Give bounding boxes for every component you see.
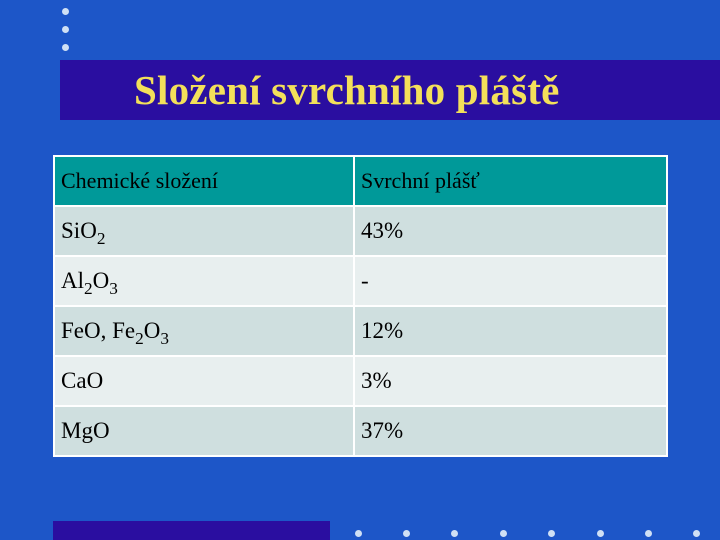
composition-table [53, 155, 668, 457]
decorative-dot [451, 530, 458, 537]
decorative-dot [62, 8, 69, 15]
decorative-dot [62, 44, 69, 51]
header-cell-upper-mantle: Svrchní plášť [354, 156, 667, 206]
formula-cell: MgO [54, 406, 354, 456]
formula-cell: SiO$_2$ [54, 206, 354, 256]
decorative-dot [355, 530, 362, 537]
slide-title: Složení svrchního pláště [134, 67, 560, 113]
decorative-dot [403, 530, 410, 537]
formula-cell: CaO [54, 356, 354, 406]
table-row [54, 206, 667, 256]
footer-bar [53, 521, 330, 540]
value-cell: 43% [354, 206, 667, 256]
value-cell: 12% [354, 306, 667, 356]
table-row [54, 306, 667, 356]
table-row [54, 356, 667, 406]
table-header-row [54, 156, 667, 206]
formula-cell: FeO, $Fe_2O_3$ [54, 306, 354, 356]
decorative-dot [500, 530, 507, 537]
formula-cell: $Al_2O_3$ [54, 256, 354, 306]
table-row [54, 406, 667, 456]
value-cell: - [354, 256, 667, 306]
decorative-dot [645, 530, 652, 537]
value-cell: 37% [354, 406, 667, 456]
table-row [54, 256, 667, 306]
decorative-dot [597, 530, 604, 537]
value-cell: 3% [354, 356, 667, 406]
decorative-dot [548, 530, 555, 537]
decorative-dot [693, 530, 700, 537]
header-cell-composition: Chemické složení [54, 156, 354, 206]
decorative-dot [62, 26, 69, 33]
